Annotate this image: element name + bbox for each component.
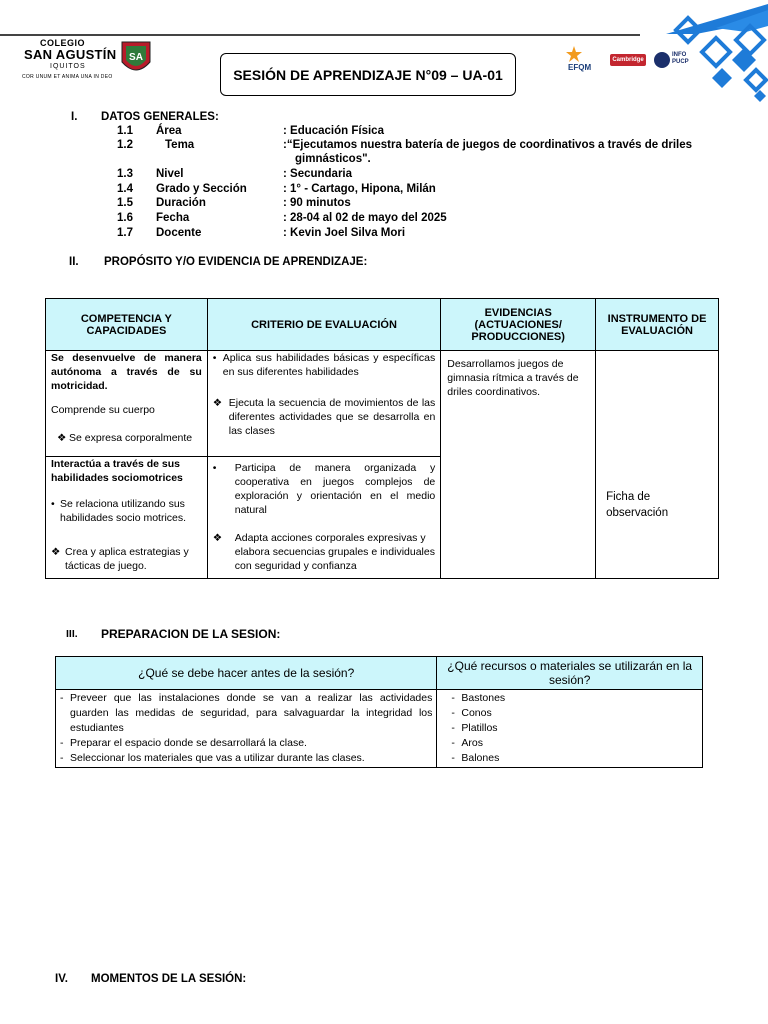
diamond-bullet-icon: ❖ bbox=[212, 397, 223, 409]
resource-item bbox=[451, 721, 688, 736]
criteria-text: Adapta acciones corporales expresivas y elabora secuencias grupales e individuales con seguridad y confianza bbox=[234, 532, 435, 572]
criteria-text: Aplica sus habilidades básicas y específicas en sus diferentes habilidades bbox=[222, 352, 436, 378]
row-num: 1.3 bbox=[117, 168, 133, 180]
pucp-logo-icon bbox=[654, 52, 670, 68]
dash-bullet: - bbox=[451, 722, 455, 734]
row-num: 1.7 bbox=[117, 227, 133, 239]
row-label: Área bbox=[156, 125, 182, 137]
school-name-line1: COLEGIO bbox=[40, 38, 86, 48]
resource-item bbox=[451, 736, 688, 751]
competence-cell-1 bbox=[46, 351, 208, 457]
section1-number: I. bbox=[71, 111, 78, 123]
section4-heading: MOMENTOS DE LA SESIÓN: bbox=[91, 973, 247, 985]
capacity-label: Se relaciona utilizando sus habilidades socio motrices. bbox=[60, 498, 187, 524]
row-value: : Kevin Joel Silva Mori bbox=[283, 227, 406, 239]
row-label: Tema bbox=[165, 139, 195, 151]
competence-title: Se desenvuelve de manera autónoma a través de su motricidad. bbox=[51, 352, 202, 392]
dash-bullet: - bbox=[60, 692, 64, 704]
competence-title: Interactúa a través de sus habilidades sociomotrices bbox=[51, 458, 183, 484]
evidence-text: Desarrollamos juegos de gimnasia rítmica a través de driles coordinativos. bbox=[447, 358, 579, 398]
row-num: 1.5 bbox=[117, 197, 133, 209]
capacity-item bbox=[51, 497, 202, 525]
partner-logos bbox=[566, 44, 706, 74]
section1-heading: DATOS GENERALES: bbox=[101, 111, 219, 123]
row-value: : 28-04 al 02 de mayo del 2025 bbox=[283, 212, 447, 224]
dash-bullet: - bbox=[451, 737, 455, 749]
school-crest-text: SA bbox=[129, 52, 143, 63]
diamond-bullet-icon: ❖ bbox=[57, 432, 67, 444]
header-criterio: CRITERIO DE EVALUACIÓN bbox=[207, 299, 441, 351]
capacity-item bbox=[51, 431, 202, 445]
cambridge-logo: Cambridge bbox=[610, 54, 646, 66]
resource-item bbox=[451, 751, 688, 766]
capacity-item bbox=[51, 545, 202, 573]
resource-text: Conos bbox=[461, 707, 492, 719]
evidence-cell bbox=[441, 351, 596, 579]
list-item-text: Preparar el espacio donde se desarrollará la clase. bbox=[70, 737, 307, 749]
row-label: Nivel bbox=[156, 168, 184, 180]
row-value-cont: gimnásticos". bbox=[295, 153, 371, 165]
resource-text: Aros bbox=[461, 737, 483, 749]
row-num: 1.1 bbox=[117, 125, 133, 137]
preparation-table bbox=[55, 656, 703, 768]
row-label: Grado y Sección bbox=[156, 183, 247, 195]
section2-number: II. bbox=[69, 256, 79, 268]
school-motto: COR UNUM ET ANIMA UNA IN DEO bbox=[22, 74, 113, 80]
section3-heading: PREPARACION DE LA SESION: bbox=[101, 627, 281, 641]
row-value: : 1° - Cartago, Hipona, Milán bbox=[283, 183, 436, 195]
resources-cell bbox=[437, 690, 703, 768]
instrument-text: Ficha de observación bbox=[606, 490, 669, 519]
dash-bullet: - bbox=[60, 737, 64, 749]
capacity-label: Se expresa corporalmente bbox=[69, 432, 193, 444]
section3-number: III. bbox=[66, 628, 78, 640]
header-instrumento: INSTRUMENTO DE EVALUACIÓN bbox=[596, 299, 719, 351]
capacity-label: Crea y aplica estrategias y tácticas de juego. bbox=[65, 546, 189, 572]
header-rule bbox=[0, 34, 640, 36]
criteria-item bbox=[213, 396, 436, 438]
criteria-cell-1 bbox=[207, 351, 441, 457]
bullet-icon: • bbox=[51, 498, 55, 510]
criteria-item bbox=[213, 531, 436, 573]
resource-text: Balones bbox=[461, 752, 500, 764]
competence-cell-2 bbox=[46, 457, 208, 579]
school-crest-icon bbox=[116, 38, 156, 78]
pucp-label: INFO PUCP bbox=[672, 52, 689, 65]
row-value: : Educación Física bbox=[283, 125, 384, 137]
resource-text: Bastones bbox=[461, 692, 506, 704]
list-item bbox=[60, 691, 432, 736]
criteria-item bbox=[213, 351, 436, 379]
section2-heading: PROPÓSITO Y/O EVIDENCIA DE APRENDIZAJE: bbox=[104, 256, 368, 268]
bullet-icon: • bbox=[212, 462, 217, 474]
before-session-cell bbox=[56, 690, 437, 768]
capacity-item: Comprende su cuerpo bbox=[51, 404, 155, 416]
dash-bullet: - bbox=[451, 692, 455, 704]
bullet-icon: • bbox=[212, 352, 217, 364]
efqm-label: EFQM bbox=[568, 63, 592, 72]
list-item-text: Seleccionar los materiales que vas a utilizar durante las clases. bbox=[70, 752, 365, 764]
header-evidencias: EVIDENCIAS (ACTUACIONES/ PRODUCCIONES) bbox=[441, 299, 596, 351]
header-before-session: ¿Qué se debe hacer antes de la sesión? bbox=[56, 657, 437, 690]
resource-text: Platillos bbox=[461, 722, 498, 734]
row-num: 1.2 bbox=[117, 139, 133, 151]
criteria-item bbox=[213, 461, 436, 517]
row-label: Duración bbox=[156, 197, 206, 209]
list-item-text: Preveer que las instalaciones donde se van a realizar las actividades guarden las medidas de seguridad, para salvaguardar la integridad los estudiantes bbox=[70, 692, 433, 734]
header-competencia: COMPETENCIA Y CAPACIDADES bbox=[46, 299, 208, 351]
header-resources: ¿Qué recursos o materiales se utilizarán en la sesión? bbox=[437, 657, 703, 690]
dash-bullet: - bbox=[60, 752, 64, 764]
row-value: : Secundaria bbox=[283, 168, 353, 180]
row-num: 1.4 bbox=[117, 183, 133, 195]
row-label: Docente bbox=[156, 227, 202, 239]
diamond-bullet-icon: ❖ bbox=[51, 546, 61, 558]
resource-item bbox=[451, 691, 688, 706]
dash-bullet: - bbox=[451, 752, 455, 764]
school-logo bbox=[20, 38, 143, 86]
purpose-table bbox=[45, 298, 719, 579]
list-item bbox=[60, 751, 432, 766]
criteria-text: Participa de manera organizada y cooperativa en juegos complejos de exploración y orientación en el medio natural bbox=[234, 462, 436, 516]
list-item bbox=[60, 736, 432, 751]
row-label: Fecha bbox=[156, 212, 190, 224]
row-num: 1.6 bbox=[117, 212, 133, 224]
row-value: :“Ejecutamos nuestra batería de juegos de coordinativos a través de driles bbox=[283, 139, 693, 151]
dash-bullet: - bbox=[451, 707, 455, 719]
criteria-cell-2 bbox=[207, 457, 441, 579]
diamond-bullet-icon: ❖ bbox=[212, 532, 223, 544]
school-name-line2: SAN AGUSTÍN bbox=[24, 47, 117, 62]
resource-item bbox=[451, 706, 688, 721]
efqm-logo-icon bbox=[566, 44, 596, 74]
page-title: SESIÓN DE APRENDIZAJE N°09 – UA-01 bbox=[220, 53, 516, 96]
row-value: : 90 minutos bbox=[283, 197, 351, 209]
instrument-cell bbox=[596, 351, 719, 579]
section4-number: IV. bbox=[55, 973, 69, 985]
school-name-line3: IQUITOS bbox=[50, 63, 86, 70]
criteria-text: Ejecuta la secuencia de movimientos de las diferentes actividades que se desarrolla en las clases bbox=[228, 397, 436, 437]
